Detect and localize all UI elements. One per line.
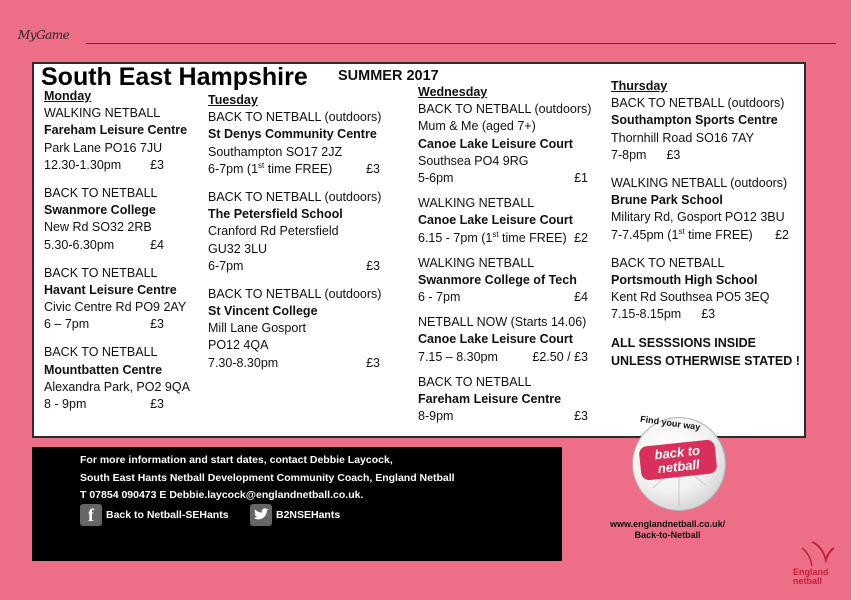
- venue-name: Southampton Sports Centre: [611, 113, 778, 128]
- thursday-column: [611, 78, 801, 370]
- session-name: BACK TO NETBALL (outdoors): [208, 110, 382, 125]
- session-name: BACK TO NETBALL (outdoors): [418, 102, 592, 117]
- session-time: 5-6pm: [418, 170, 454, 185]
- venue-address: Thornhill Road SO16 7AY: [611, 130, 754, 145]
- top-divider: [86, 43, 836, 44]
- session-name: BACK TO NETBALL: [418, 374, 532, 389]
- session-name: WALKING NETBALL: [418, 196, 535, 211]
- session-time: 8-9pm: [418, 409, 454, 424]
- venue-name: Fareham Leisure Centre: [418, 392, 562, 406]
- venue-address: Mill Lane Gosport: [208, 321, 306, 336]
- list-item: [611, 255, 801, 324]
- session-price: £3: [701, 307, 716, 322]
- day-heading-wednesday: Wednesday: [418, 85, 488, 99]
- list-item: [208, 189, 386, 275]
- venue-address: Southsea PO4 9RG: [418, 153, 529, 168]
- venue-address-line2: GU32 3LU: [208, 241, 268, 256]
- monday-column: [44, 88, 192, 424]
- session-price: £3: [150, 317, 164, 332]
- contact-line: T 07854 090473 E Debbie.laycock@englandnetball.co.uk.: [80, 489, 364, 502]
- venue-address: Civic Centre Rd PO9 2AY: [44, 300, 187, 315]
- session-price: £3: [666, 147, 681, 162]
- venue-name: Havant Leisure Centre: [44, 282, 177, 297]
- venue-name: Mountbatten Centre: [44, 362, 163, 377]
- venue-name: Swanmore College: [44, 203, 156, 218]
- list-item: [418, 195, 588, 247]
- twitter-icon: [250, 504, 272, 526]
- session-price: £4: [150, 237, 164, 252]
- session-time: 7-7.45pm (1st time FREE): [611, 226, 753, 242]
- session-name: BACK TO NETBALL: [44, 265, 158, 280]
- contact-line: For more information and start dates, contact Debbie Laycock,: [80, 454, 393, 466]
- mygame-logo: MyGame: [18, 28, 70, 42]
- tuesday-column: [208, 92, 386, 383]
- session-price: £2: [574, 230, 588, 245]
- venue-address-line2: PO12 4QA: [208, 338, 269, 353]
- contact-line: South East Hants Netball Development Community Coach, England Netball: [80, 471, 455, 484]
- venue-name: St Vincent College: [208, 304, 318, 319]
- venue-name: Portsmouth High School: [611, 272, 758, 287]
- facebook-label: Back to Netball-SEHants: [106, 509, 229, 521]
- session-price: £2: [775, 227, 789, 242]
- session-time: 5.30-6.30pm: [44, 237, 115, 252]
- venue-name: The Petersfield School: [208, 207, 343, 222]
- session-time: 6-7pm: [208, 258, 244, 273]
- list-item: [44, 265, 192, 334]
- session-price: £1: [574, 170, 588, 185]
- back-to-netball-logo: back to netball: [638, 439, 717, 481]
- venue-name: Brune Park School: [611, 193, 723, 208]
- find-your-way-text: Find your way: [639, 413, 701, 433]
- wednesday-column: [418, 84, 592, 436]
- facebook-link[interactable]: [80, 504, 229, 526]
- list-item: [418, 374, 588, 426]
- session-price: £3: [366, 355, 380, 370]
- twitter-link[interactable]: [250, 504, 340, 526]
- twitter-label: B2NSEHants: [276, 509, 341, 521]
- session-price: £2.50 / £3: [532, 349, 588, 364]
- session-time: 7.15 – 8.30pm: [418, 349, 498, 364]
- venue-name: St Denys Community Centre: [208, 127, 377, 142]
- venue-address: Cranford Rd Petersfield: [208, 224, 339, 239]
- session-name: BACK TO NETBALL (outdoors): [208, 286, 382, 301]
- venue-name: Fareham Leisure Centre: [44, 123, 188, 138]
- venue-address: Kent Rd Southsea PO5 3EQ: [611, 290, 770, 305]
- session-price: £4: [574, 290, 588, 305]
- list-item: [44, 105, 192, 174]
- venue-address: Park Lane PO16 7JU: [44, 140, 163, 155]
- facebook-icon: f: [80, 504, 102, 526]
- venue-name: Canoe Lake Leisure Court: [418, 332, 573, 347]
- session-time: 6-7pm (1st time FREE): [208, 160, 333, 176]
- contact-info: [80, 452, 455, 505]
- session-name: WALKING NETBALL: [44, 106, 161, 121]
- session-time: 8 - 9pm: [44, 397, 87, 411]
- session-name: NETBALL NOW (Starts 14.06): [418, 315, 587, 330]
- session-price: £3: [366, 161, 380, 176]
- day-heading-thursday: Thursday: [611, 79, 668, 93]
- list-item: [611, 95, 801, 164]
- venue-address: Alexandra Park, PO2 9QA: [44, 379, 190, 394]
- session-name: BACK TO NETBALL (outdoors): [208, 189, 382, 204]
- session-name: BACK TO NETBALL: [44, 345, 158, 360]
- session-name: BACK TO NETBALL (outdoors): [611, 96, 785, 111]
- list-item: [44, 344, 192, 413]
- list-item: [611, 175, 801, 244]
- session-time: 7.30-8.30pm: [208, 355, 279, 370]
- list-item: [208, 286, 386, 372]
- session-time: 6.15 - 7pm (1st time FREE): [418, 229, 567, 245]
- england-netball-logo: England netball: [793, 567, 829, 586]
- venue-address: Southampton SO17 2JZ: [208, 144, 343, 159]
- session-name: BACK TO NETBALL: [44, 185, 158, 200]
- day-heading-tuesday: Tuesday: [208, 93, 258, 107]
- list-item: [418, 255, 588, 307]
- session-price: £3: [574, 409, 588, 424]
- list-item: [418, 314, 588, 366]
- session-time: 7.15-8.15pm: [611, 307, 682, 322]
- session-note: Mum & Me (aged 7+): [418, 119, 536, 134]
- session-time: 6 - 7pm: [418, 290, 461, 305]
- list-item: [44, 185, 192, 254]
- session-name: WALKING NETBALL: [418, 255, 535, 270]
- session-price: £3: [150, 157, 164, 172]
- venue-address: New Rd SO32 2RB: [44, 220, 152, 235]
- list-item: [418, 101, 592, 187]
- session-time: 7-8pm: [611, 147, 647, 162]
- day-heading-monday: Monday: [44, 89, 92, 103]
- page-title: South East Hampshire: [41, 63, 308, 91]
- session-time: 6 – 7pm: [44, 317, 90, 332]
- sessions-note: ALL SESSSIONS INSIDE UNLESS OTHERWISE STATED !: [611, 336, 800, 368]
- list-item: [208, 109, 386, 178]
- venue-name: Swanmore College of Tech: [418, 272, 577, 287]
- session-price: £3: [150, 397, 164, 411]
- venue-name: Canoe Lake Leisure Court: [418, 213, 573, 228]
- page-subtitle: SUMMER 2017: [338, 68, 439, 84]
- website-link[interactable]: www.englandnetball.co.uk/ Back-to-Netball: [610, 519, 726, 540]
- session-name: WALKING NETBALL (outdoors): [611, 175, 788, 190]
- session-price: £3: [366, 258, 380, 273]
- session-time: 12.30-1.30pm: [44, 157, 122, 172]
- venue-address: Military Rd, Gosport PO12 3BU: [611, 210, 785, 225]
- session-name: BACK TO NETBALL: [611, 255, 725, 270]
- venue-name: Canoe Lake Leisure Court: [418, 136, 573, 151]
